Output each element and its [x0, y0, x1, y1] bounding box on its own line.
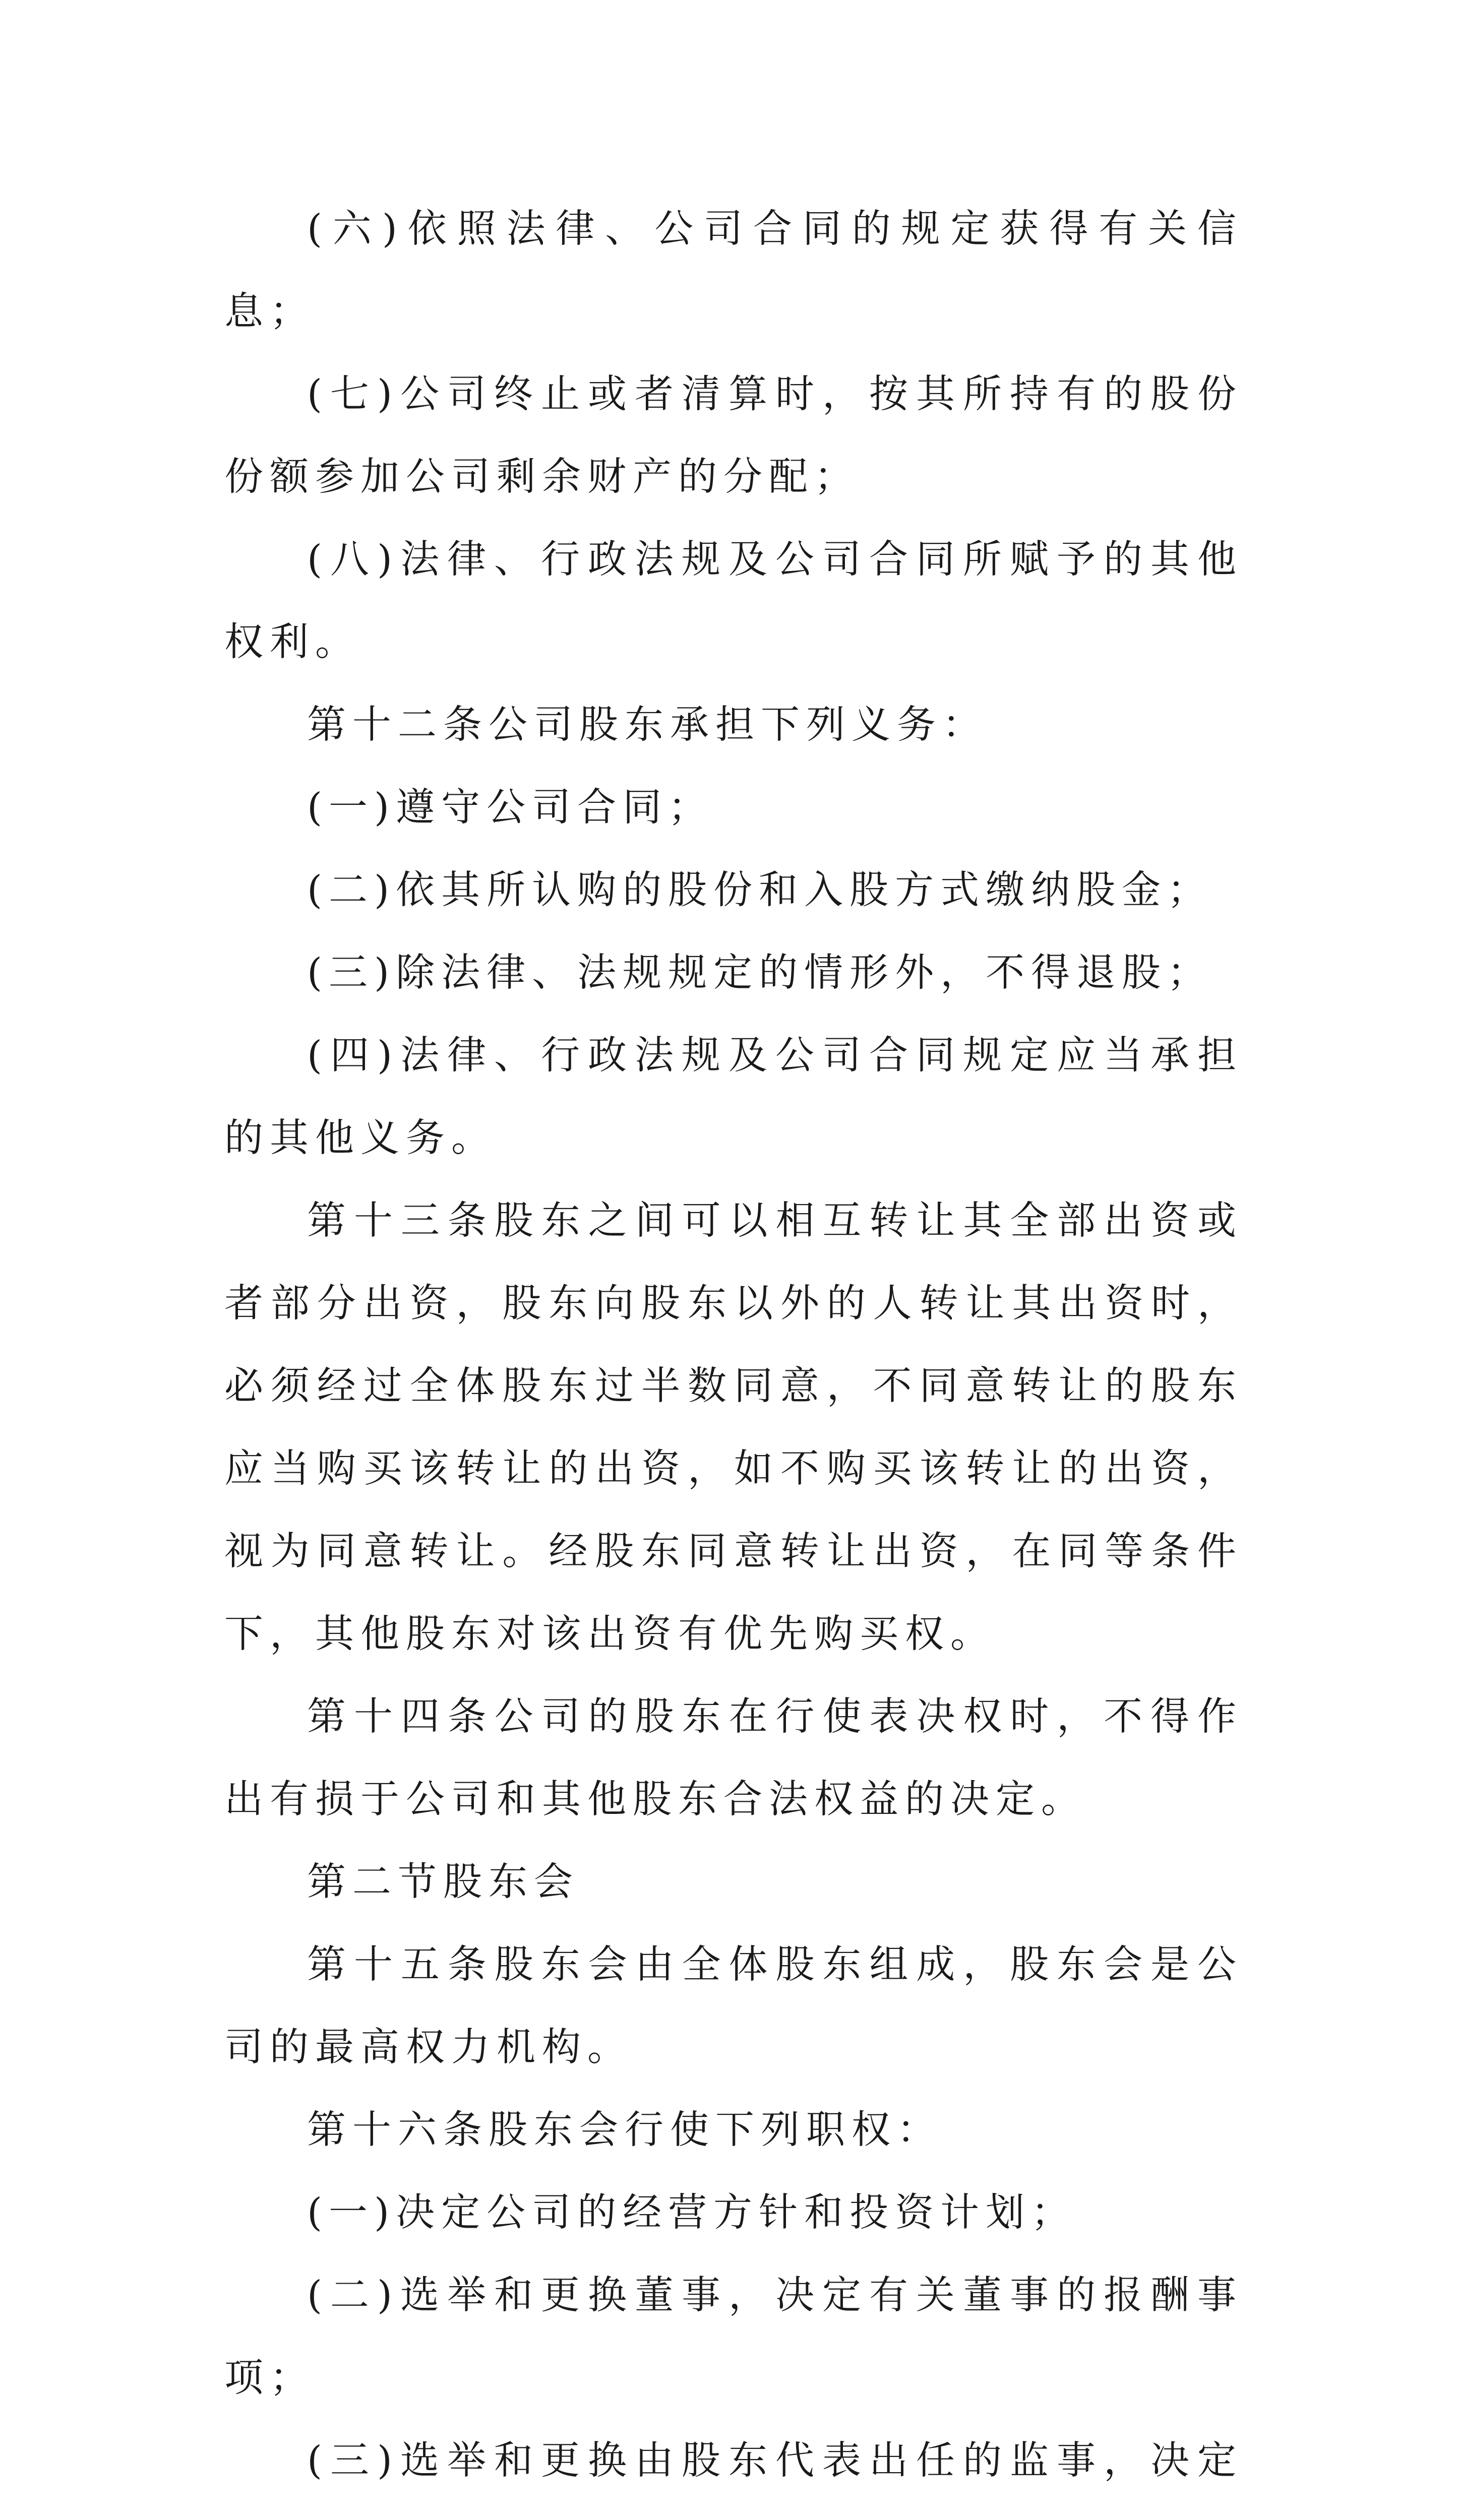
- article-13: 第十三条股东之间可以相互转让其全部出资或者部分出资，股东向股东以外的人转让其出资时，必须经过全体股东过半数同意，不同意转让的股东应当购买该转让的出资，如不购买该转让的出资，视为同意转让。经股东同意转让出资，在同等条件下，其他股东对该出资有优先购买权。: [224, 1199, 1243, 1657]
- paragraph-item-6: (六)依照法律、公司合同的规定获得有关信息；: [224, 207, 1243, 334]
- power-item-2: (二)选举和更换董事，决定有关董事的报酬事项；: [224, 2273, 1243, 2401]
- obligation-item-4: (四)法律、行政法规及公司合同规定应当承担的其他义务。: [224, 1033, 1243, 1161]
- power-item-1: (一)决定公司的经营方针和投资计划；: [307, 2190, 1077, 2235]
- article-15: 第十五条股东会由全体股东组成，股东会是公司的最高权力机构。: [224, 1942, 1243, 2070]
- paragraph-item-7: (七)公司终止或者清算时，按其所持有的股份份额参加公司剩余财产的分配；: [224, 372, 1243, 499]
- section-2-heading: 第二节股东会: [307, 1860, 579, 1905]
- article-16-heading: 第十六条股东会行使下列职权：: [307, 2108, 942, 2153]
- paragraph-item-8: (八)法律、行政法规及公司合同所赋予的其他权利。: [224, 537, 1243, 665]
- article-12-heading: 第十二条公司股东承担下列义务：: [307, 703, 988, 747]
- obligation-item-1: (一)遵守公司合同；: [307, 785, 714, 830]
- article-14: 第十四条公司的股东在行使表决权时，不得作出有损于公司和其他股东合法权益的决定。: [224, 1694, 1243, 1822]
- obligation-item-2: (二)依其所认购的股份和入股方式缴纳股金；: [307, 868, 1213, 913]
- obligation-item-3: (三)除法律、法规规定的情形外，不得退股；: [307, 951, 1213, 995]
- document-body: [224, 188, 1243, 2520]
- power-item-3: (三)选举和更换由股东代表出任的监事，决定: [307, 2438, 1243, 2483]
